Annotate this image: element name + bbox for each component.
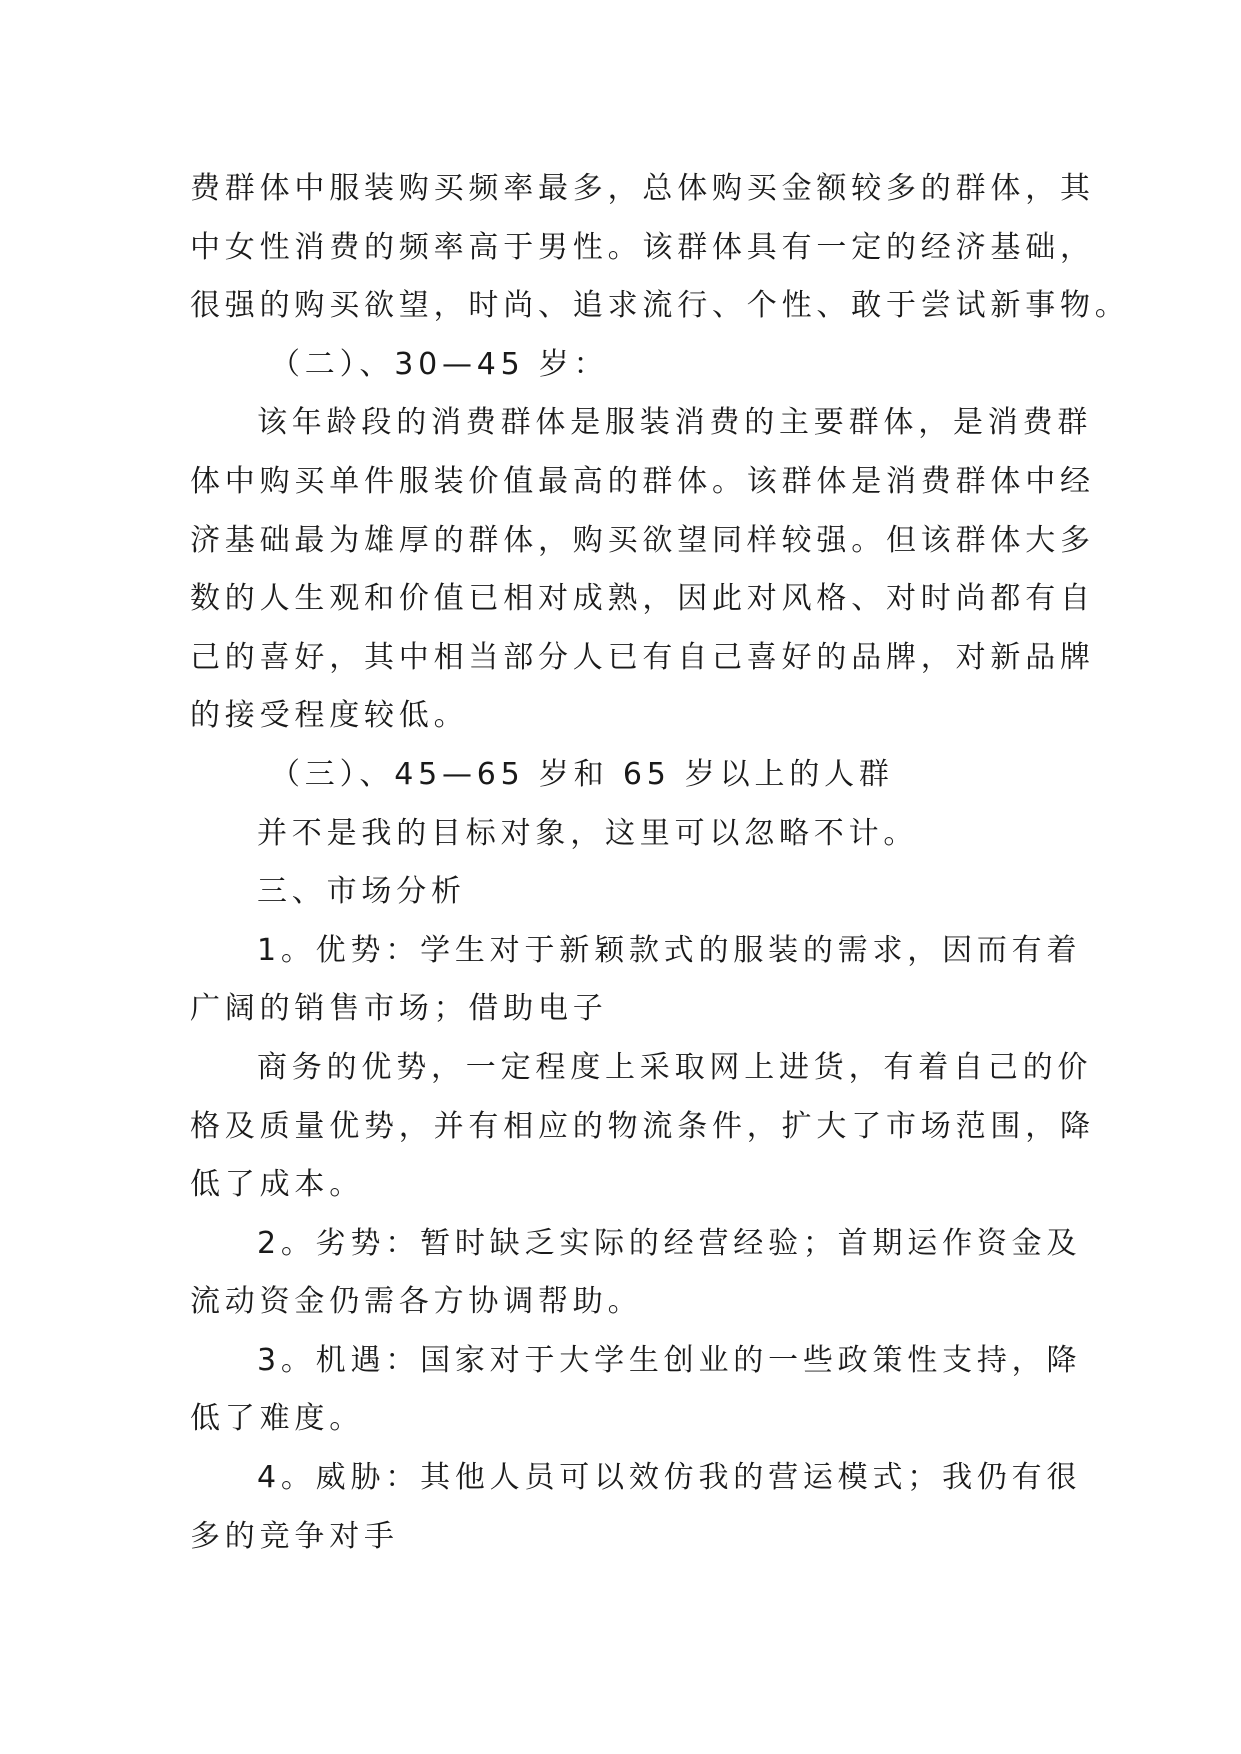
section-heading: 三、市场分析	[257, 874, 466, 910]
paragraph-line: 己的喜好，其中相当部分人已有自己喜好的品牌，对新品牌	[190, 639, 1095, 675]
paragraph-line: 该年龄段的消费群体是服装消费的主要群体，是消费群	[257, 405, 1093, 441]
paragraph-line: 费群体中服装购买频率最多，总体购买金额较多的群体，其	[190, 171, 1095, 206]
paragraph-line: 中女性消费的频率高于男性。该群体具有一定的经济基础，	[190, 229, 1095, 265]
paragraph-line: 格及质量优势，并有相应的物流条件，扩大了市场范围，降	[190, 1108, 1095, 1144]
paragraph-line: 多的竞争对手	[190, 1518, 399, 1554]
paragraph-line: 1。优势：学生对于新颖款式的服装的需求，因而有着	[257, 932, 1082, 968]
document-body	[190, 160, 1130, 1566]
paragraph-line: 4。威胁：其他人员可以效仿我的营运模式；我仍有很	[257, 1460, 1082, 1496]
paragraph-line: 数的人生观和价值已相对成熟，因此对风格、对时尚都有自	[190, 581, 1095, 617]
paragraph-line: 并不是我的目标对象，这里可以忽略不计。	[257, 815, 919, 851]
paragraph-line: 低了难度。	[190, 1401, 364, 1437]
paragraph-line: 3。机遇：国家对于大学生创业的一些政策性支持，降	[257, 1342, 1082, 1378]
paragraph-line: 的接受程度较低。	[190, 698, 469, 734]
paragraph-line: 广阔的销售市场；借助电子	[190, 991, 608, 1027]
paragraph-line: 低了成本。	[190, 1167, 364, 1203]
paragraph-line: 商务的优势，一定程度上采取网上进货，有着自己的价	[257, 1049, 1093, 1085]
paragraph-line: 体中购买单件服装价值最高的群体。该群体是消费群体中经	[190, 463, 1095, 499]
paragraph-line: 很强的购买欲望，时尚、追求流行、个性、敢于尝试新事物。	[190, 288, 1130, 324]
paragraph-line: 流动资金仍需各方协调帮助。	[190, 1284, 643, 1320]
subsection-heading: （二）、30—45 岁：	[270, 346, 609, 382]
paragraph-line: 2。劣势：暂时缺乏实际的经营经验；首期运作资金及	[257, 1225, 1082, 1261]
paragraph-line: 济基础最为雄厚的群体，购买欲望同样较强。但该群体大多	[190, 522, 1095, 558]
subsection-heading: （三）、45—65 岁和 65 岁以上的人群	[270, 756, 894, 792]
